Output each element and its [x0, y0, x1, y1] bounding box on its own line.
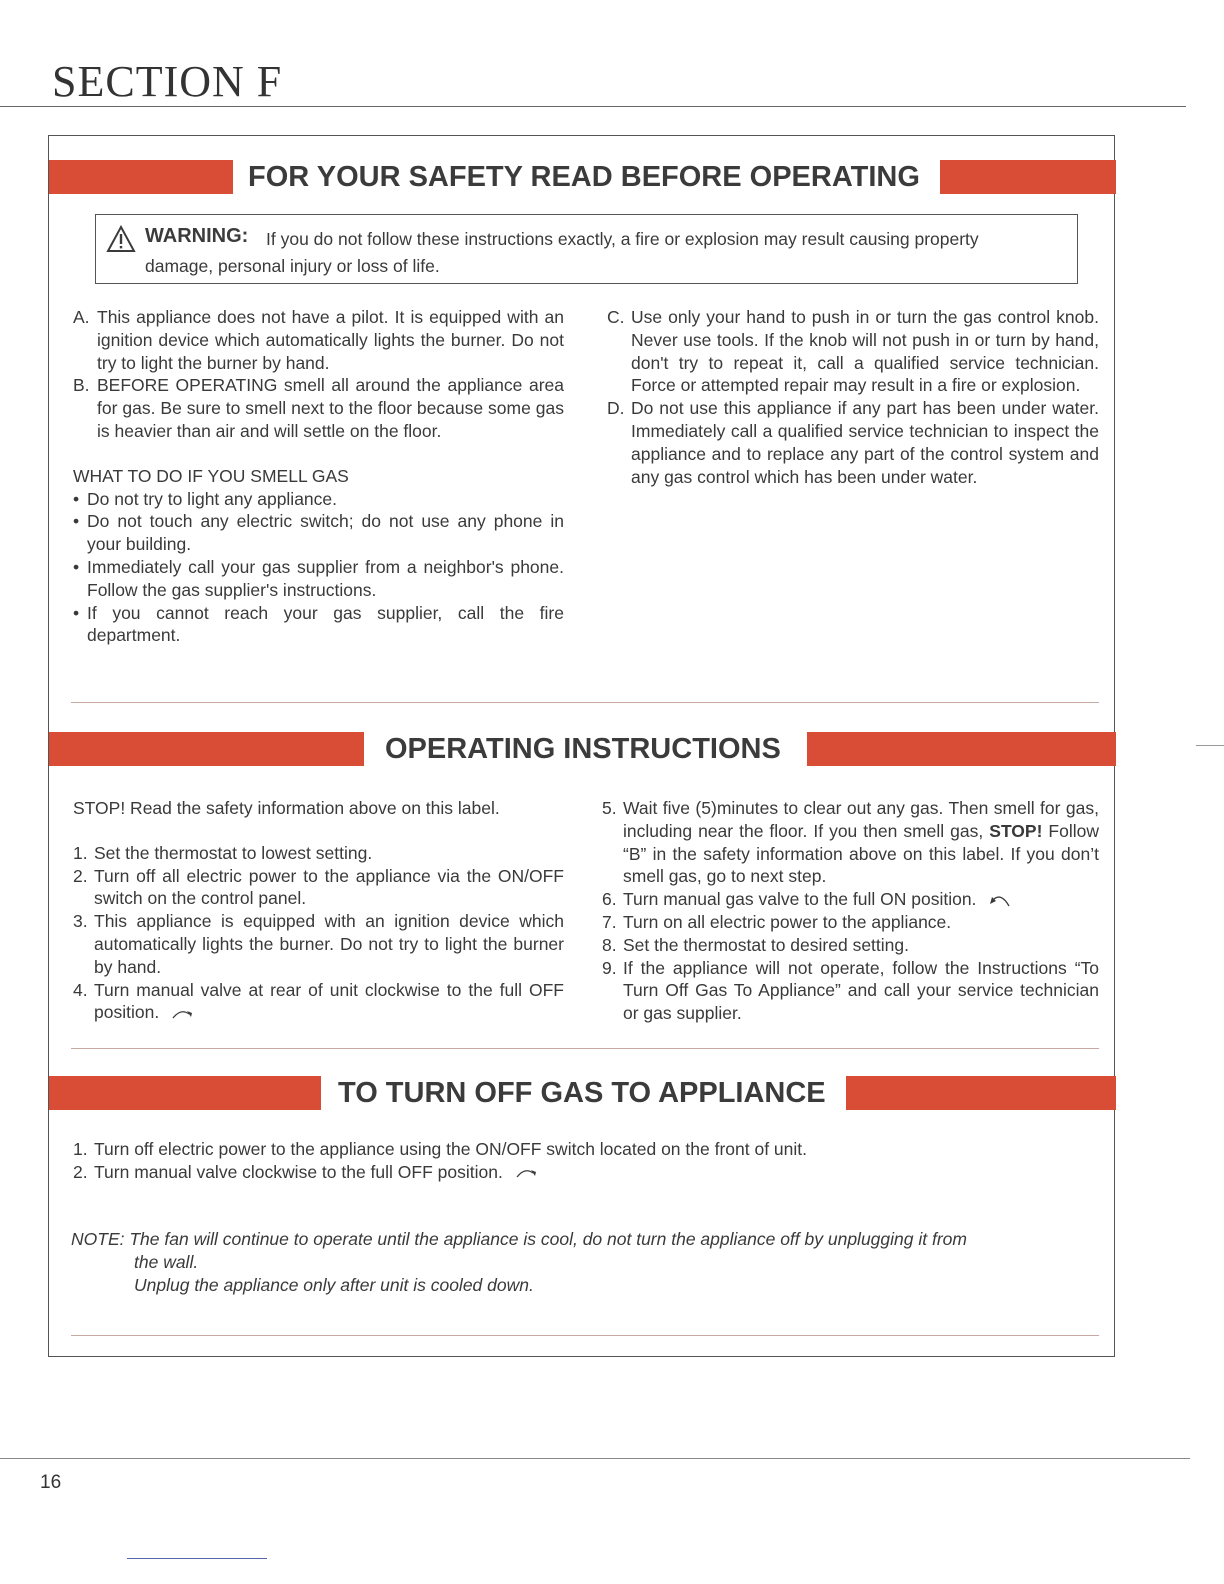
footer-divider [0, 1458, 1190, 1459]
warning-box [95, 214, 1078, 284]
section-title: SECTION F [52, 57, 283, 106]
warning-triangle-icon [106, 225, 136, 253]
safety-item-c: C. Use only your hand to push in or turn the gas control knob. Never use tools. If the knob will not push in or turn by hand, don't try to repeat it, call a qualified service technician. Force or attempted repair may result in a fire or explosion. [607, 307, 1099, 396]
operating-banner-title: OPERATING INSTRUCTIONS [385, 733, 781, 765]
smell-gas-bullet: • Immediately call your gas supplier from a neighbor's phone. Follow the gas supplier's instructions. [73, 556, 564, 602]
safety-banner-title: FOR YOUR SAFETY READ BEFORE OPERATING [248, 161, 920, 193]
operating-step-8: 8. Set the thermostat to desired setting. [602, 934, 909, 955]
note-text-unplug: Unplug the appliance only after unit is cooled down. [134, 1274, 534, 1295]
warning-text-continued: damage, personal injury or loss of life. [145, 256, 440, 276]
warning-text: If you do not follow these instructions exactly, a fire or explosion may result causing property [266, 229, 979, 249]
smell-gas-bullet: • If you cannot reach your gas supplier, call the fire department. [73, 602, 564, 648]
smell-gas-bullet: • Do not try to light any appliance. [73, 488, 564, 511]
stop-notice: STOP! Read the safety information above on this label. [73, 798, 500, 818]
note-text-continued: the wall. [134, 1251, 199, 1272]
valve-clockwise-icon [172, 1008, 194, 1020]
safety-left-column [73, 306, 564, 647]
safety-item-a: A. This appliance does not have a pilot. It is equipped with an ignition device which automatically lights the burner. Do not try to light the burner by hand. [73, 307, 564, 373]
page-number: 16 [40, 1472, 62, 1493]
note-text: The fan will continue to operate until the appliance is cool, do not turn the appliance off by unplugging it from [129, 1229, 967, 1249]
section-divider [71, 702, 1099, 703]
scan-artifact-line [127, 1558, 267, 1559]
section-divider [71, 1048, 1099, 1049]
safety-label-frame [48, 135, 1115, 1357]
safety-right-column [607, 306, 1099, 488]
operating-step-3: 3. This appliance is equipped with an ignition device which automatically lights the burner. Do not try to light the burner by hand. [73, 911, 564, 977]
valve-counterclockwise-icon [989, 894, 1011, 908]
operating-step-7: 7. Turn on all electric power to the appliance. [602, 911, 952, 932]
operating-right-column [602, 797, 1099, 1025]
section-divider [71, 1335, 1099, 1336]
operating-step-2: 2. Turn off all electric power to the appliance via the ON/OFF switch on the control panel. [73, 865, 564, 909]
operating-step-9: 9. If the appliance will not operate, follow the Instructions “To Turn Off Gas To Appliance” and call your service technician or gas supplier. [602, 957, 1099, 1024]
turn-off-banner [49, 1076, 1114, 1110]
warning-label: WARNING: [145, 225, 249, 247]
operating-step-4: 4. Turn manual valve at rear of unit clockwise to the full OFF position. [73, 979, 564, 1023]
safety-item-b: B. BEFORE OPERATING smell all around the appliance area for gas. Be sure to smell next to the floor because some gas is heavier than air and will settle on the floor. [73, 375, 564, 441]
turn-off-step-1: 1. Turn off electric power to the appliance using the ON/OFF switch located on the front of unit. [73, 1139, 808, 1159]
operating-step-5: 5. Wait five (5)minutes to clear out any gas. Then smell for gas, including near the floor. If you then smell gas, STOP! Follow “B” in the safety information above on this label. If you don’t smell gas, go to next step. [602, 798, 1100, 887]
operating-step-6: 6. Turn manual gas valve to the full ON position. [602, 888, 1099, 911]
safety-item-d: D. Do not use this appliance if any part has been under water. Immediately call a qualified service technician to inspect the appliance and to replace any part of the control system and any gas control which has been under water. [607, 398, 1099, 487]
header-divider [0, 106, 1186, 107]
page-edge-mark [1196, 745, 1224, 746]
safety-banner [49, 160, 1114, 194]
operating-left-column [73, 797, 564, 1024]
valve-clockwise-icon [516, 1167, 538, 1179]
turn-off-steps [73, 1138, 1103, 1184]
turn-off-banner-title: TO TURN OFF GAS TO APPLIANCE [338, 1077, 826, 1109]
stop-emphasis: STOP! [989, 820, 1043, 841]
smell-gas-heading: WHAT TO DO IF YOU SMELL GAS [73, 465, 349, 486]
note-label: NOTE: [71, 1229, 125, 1249]
operating-step-1: 1. Set the thermostat to lowest setting. [73, 842, 373, 863]
smell-gas-bullet: • Do not touch any electric switch; do not use any phone in your building. [73, 510, 564, 556]
note [71, 1228, 1101, 1296]
turn-off-step-2: 2. Turn manual valve clockwise to the full OFF position. [73, 1161, 1103, 1184]
operating-banner [49, 732, 1114, 766]
